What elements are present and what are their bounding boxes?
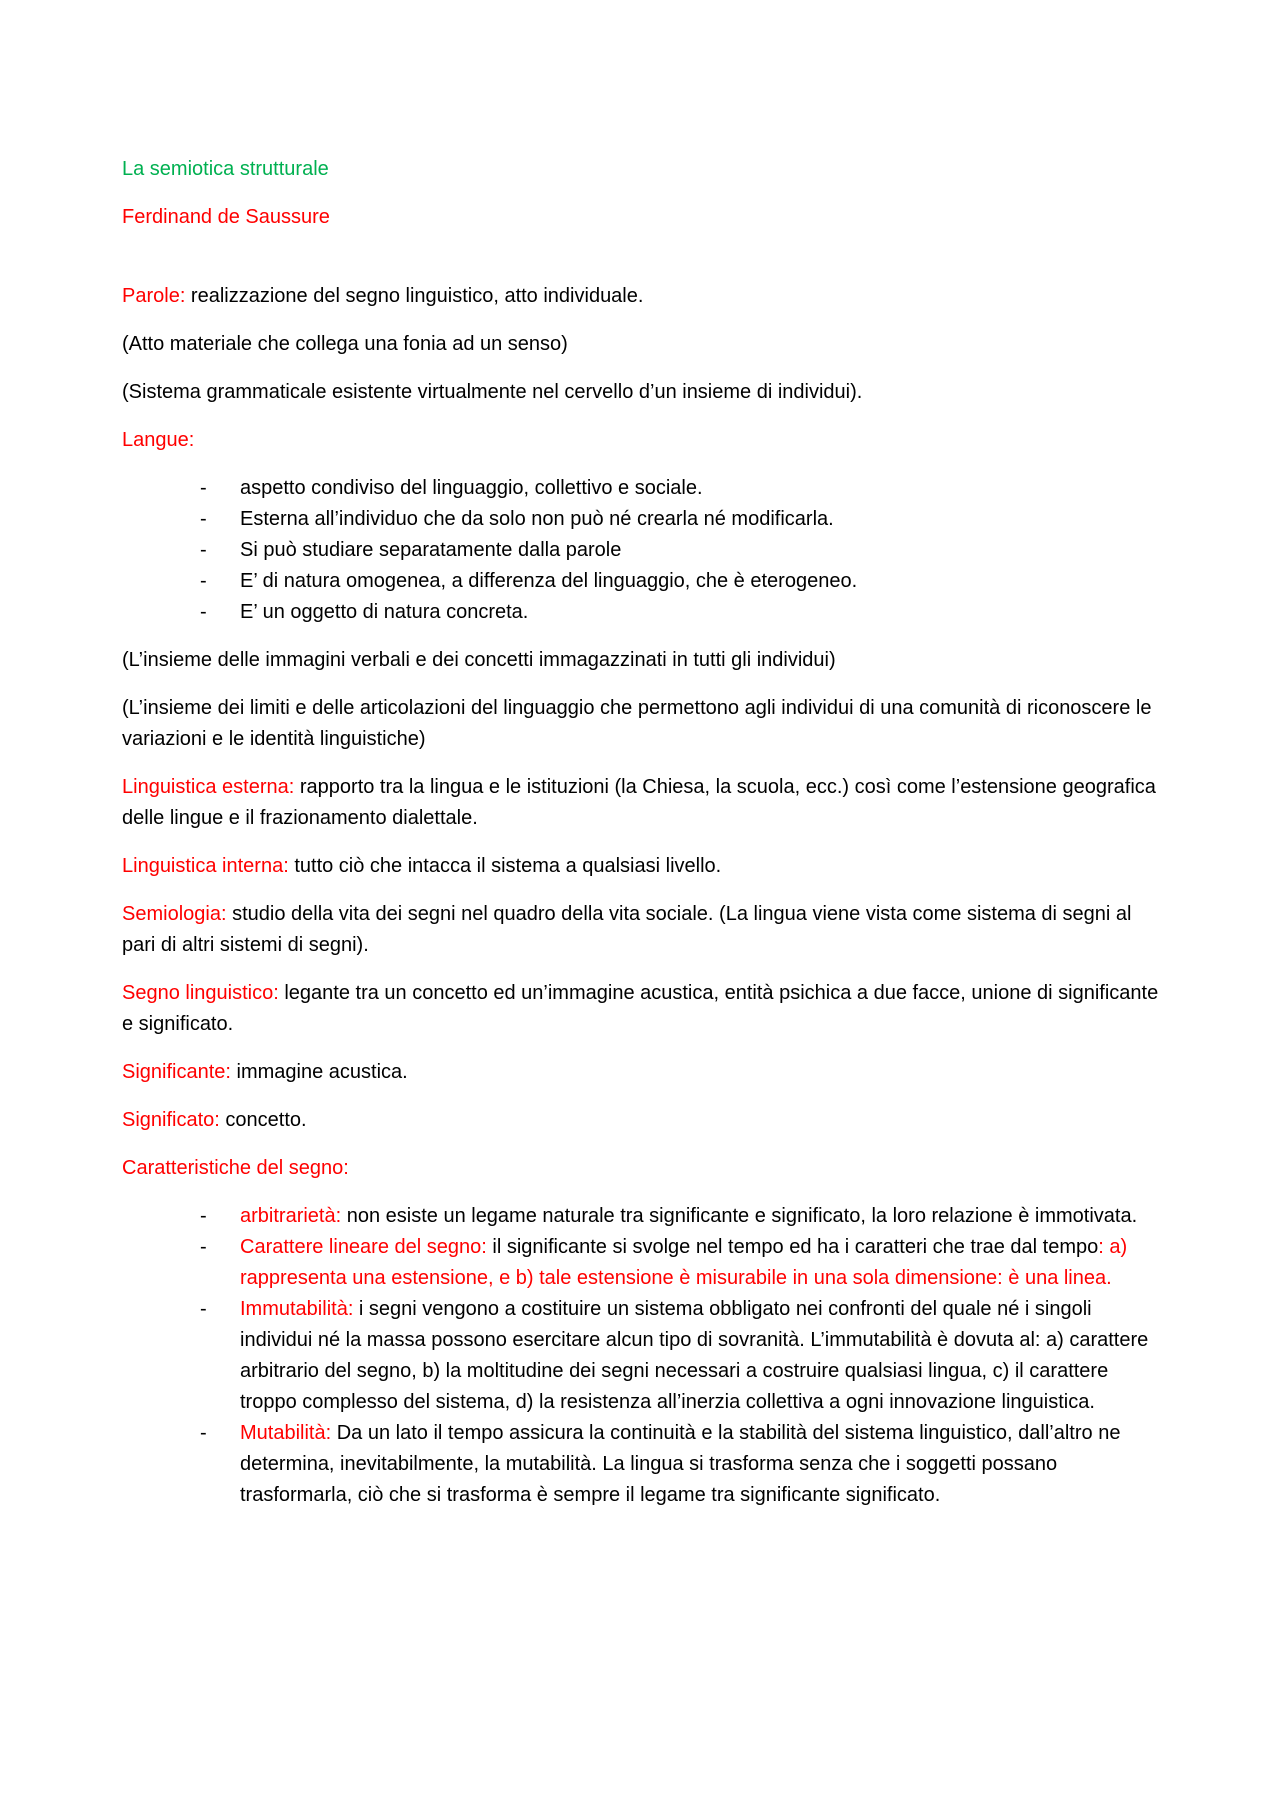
term-langue: Langue:: [122, 429, 195, 451]
term-linguistica-interna: Linguistica interna:: [122, 855, 289, 877]
mutabilita-text: Da un lato il tempo assicura la continuità e la stabilità del sistema linguistico, dall’altro ne determina, inevitabilmente, la mutabilità. La lingua si trasforma senza che i soggetti possano trasformarla, ciò che si trasforma è sempre il legame tra significante significato.: [240, 1422, 1121, 1506]
term-semiologia: Semiologia:: [122, 903, 227, 925]
carattere-lineare-red-text: : a) rappresenta una estensione, e b) tale estensione è misurabile in una sola dimensione: è una linea.: [240, 1236, 1128, 1289]
list-item-text: E’ un oggetto di natura concreta.: [240, 601, 529, 623]
note-immagini-verbali: (L’insieme delle immagini verbali e dei concetti immagazzinati in tutti gli individui): [122, 649, 836, 671]
bullet-dash: -: [200, 508, 207, 530]
semiologia-definition: [122, 899, 1162, 961]
caratteristiche-list: [122, 1201, 1162, 1511]
linguistica-esterna-text: rapporto tra la lingua e le istituzioni (la Chiesa, la scuola, ecc.) così come l’estensione geografica delle lingue e il frazionamento dialettale.: [122, 776, 1156, 829]
parole-definition: [122, 281, 1162, 312]
significato-definition: [122, 1105, 1162, 1136]
list-item: [122, 1201, 1162, 1232]
term-caratteristiche: Caratteristiche del segno:: [122, 1157, 349, 1179]
semiologia-text: studio della vita dei segni nel quadro della vita sociale. (La lingua viene vista come sistema di segni al pari di altri sistemi di segni).: [122, 903, 1132, 956]
linguistica-interna-definition: [122, 851, 1162, 882]
document-title: La semiotica strutturale: [122, 158, 329, 180]
term-significante: Significante:: [122, 1061, 231, 1083]
term-carattere-lineare: Carattere lineare del segno:: [240, 1236, 487, 1258]
list-item: [122, 504, 1162, 535]
list-item: [122, 597, 1162, 628]
bullet-dash: -: [200, 1205, 207, 1227]
document-body: [122, 154, 1162, 1528]
list-item: [122, 473, 1162, 504]
note-atto-materiale: (Atto materiale che collega una fonia ad un senso): [122, 333, 568, 355]
langue-list: [122, 473, 1162, 628]
list-item: [122, 1418, 1162, 1511]
term-arbitrarieta: arbitrarietà:: [240, 1205, 342, 1227]
list-item-text: aspetto condiviso del linguaggio, collettivo e sociale.: [240, 477, 703, 499]
immutabilita-text: i segni vengono a costituire un sistema obbligato nei confronti del quale né i singoli individui né la massa possono esercitare alcun tipo di sovranità. L’immutabilità è dovuta al: a) carattere arbitrario del segno, b) la moltitudine dei segni necessari a costruire qualsiasi lingua, c) il carattere troppo complesso del sistema, d) la resistenza all’inerzia collettiva a ogni innovazione linguistica.: [240, 1298, 1149, 1413]
list-item: [122, 535, 1162, 566]
term-segno-linguistico: Segno linguistico:: [122, 982, 279, 1004]
segno-linguistico-text: legante tra un concetto ed un’immagine acustica, entità psichica a due facce, unione di significante e significato.: [122, 982, 1159, 1035]
list-item-text: Esterna all’individuo che da solo non può né crearla né modificarla.: [240, 508, 834, 530]
parole-text: realizzazione del segno linguistico, atto individuale.: [185, 285, 644, 307]
bullet-dash: -: [200, 1298, 207, 1320]
author-heading: Ferdinand de Saussure: [122, 206, 330, 228]
linguistica-esterna-definition: [122, 772, 1162, 834]
list-item-text: E’ di natura omogenea, a differenza del linguaggio, che è eterogeneo.: [240, 570, 858, 592]
term-linguistica-esterna: Linguistica esterna:: [122, 776, 295, 798]
term-immutabilita: Immutabilità:: [240, 1298, 354, 1320]
term-mutabilita: Mutabilità:: [240, 1422, 332, 1444]
list-item-text: Si può studiare separatamente dalla parole: [240, 539, 622, 561]
term-significato: Significato:: [122, 1109, 220, 1131]
bullet-dash: -: [200, 601, 207, 623]
note-limiti-articolazioni: (L’insieme dei limiti e delle articolazioni del linguaggio che permettono agli individui di una comunità di riconoscere le variazioni e le identità linguistiche): [122, 697, 1152, 750]
bullet-dash: -: [200, 1236, 207, 1258]
bullet-dash: -: [200, 539, 207, 561]
list-item: [122, 566, 1162, 597]
significante-definition: [122, 1057, 1162, 1088]
bullet-dash: -: [200, 570, 207, 592]
significato-text: concetto.: [219, 1109, 307, 1131]
carattere-lineare-text: il significante si svolge nel tempo ed ha i caratteri che trae dal tempo: [486, 1236, 1099, 1258]
arbitrarieta-text: non esiste un legame naturale tra significante e significato, la loro relazione è immotivata.: [341, 1205, 1138, 1227]
bullet-dash: -: [200, 477, 207, 499]
segno-linguistico-definition: [122, 978, 1162, 1040]
list-item: [122, 1232, 1162, 1294]
note-sistema-grammaticale: (Sistema grammaticale esistente virtualmente nel cervello d’un insieme di individui).: [122, 381, 863, 403]
list-item: [122, 1294, 1162, 1418]
bullet-dash: -: [200, 1422, 207, 1444]
linguistica-interna-text: tutto ciò che intacca il sistema a qualsiasi livello.: [288, 855, 722, 877]
term-parole: Parole:: [122, 285, 186, 307]
significante-text: immagine acustica.: [230, 1061, 408, 1083]
